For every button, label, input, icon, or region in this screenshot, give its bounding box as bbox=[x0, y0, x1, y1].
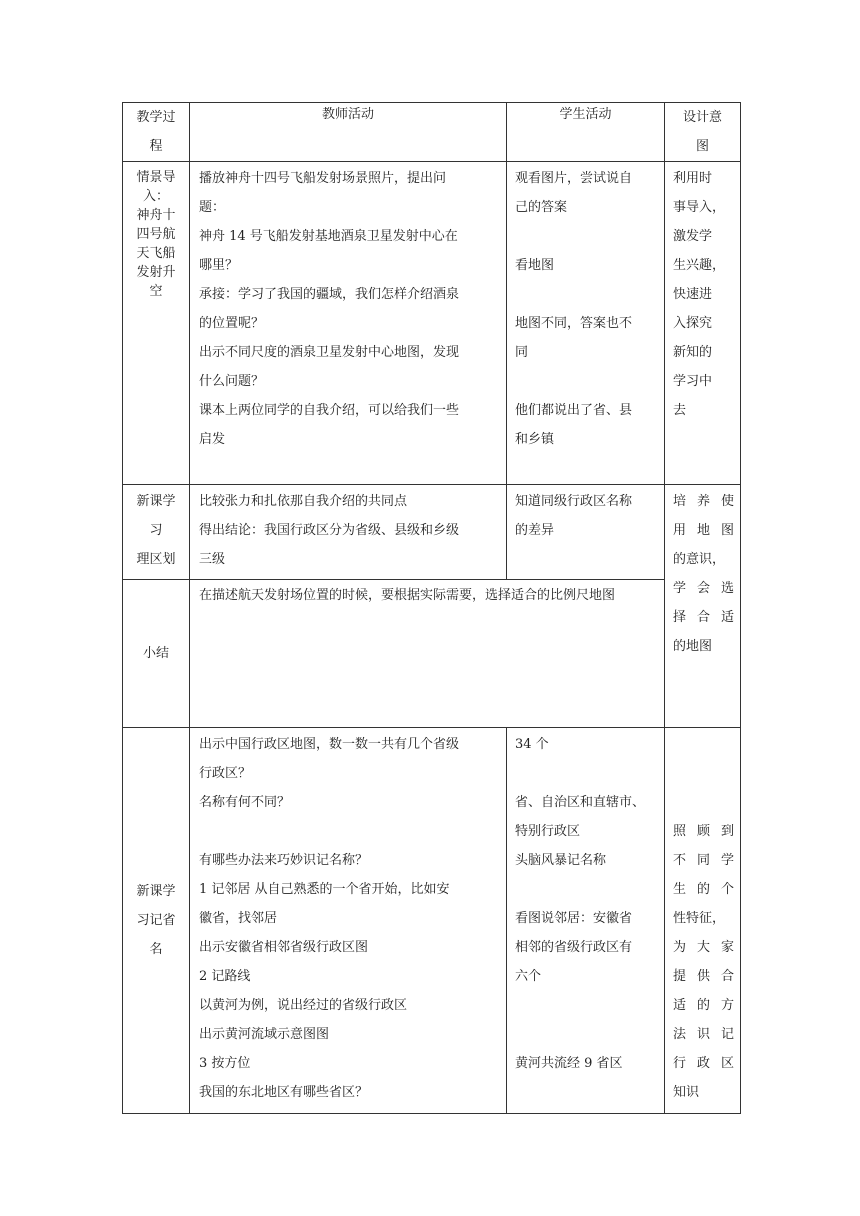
spacer bbox=[515, 759, 658, 788]
spacer bbox=[673, 788, 734, 817]
header-intent-line: 图 bbox=[695, 139, 709, 154]
teacher-activity-scene-intro bbox=[190, 162, 507, 485]
spacer bbox=[515, 367, 658, 396]
spacer bbox=[515, 991, 658, 1020]
intent-line: 知识 bbox=[673, 1085, 700, 1100]
intent-line: 行 政 区 bbox=[673, 1056, 734, 1071]
student-line: 和乡镇 bbox=[515, 432, 555, 447]
header-intent bbox=[665, 103, 741, 162]
student-line: 观看图片，尝试说自 bbox=[515, 171, 633, 186]
student-line: 34 个 bbox=[515, 737, 549, 752]
spacer bbox=[515, 222, 658, 251]
stage-line: 习记省 bbox=[136, 913, 176, 928]
intent-line: 提 供 合 bbox=[673, 969, 734, 984]
intent-line: 适 的 方 bbox=[673, 998, 734, 1013]
intent-line: 的地图 bbox=[673, 639, 713, 654]
student-activity-admin-divisions bbox=[507, 485, 665, 580]
student-line: 己的答案 bbox=[515, 200, 568, 215]
intent-line: 择 合 适 bbox=[673, 610, 734, 625]
stage-line: 新课学 bbox=[136, 884, 176, 899]
teacher-line: 三级 bbox=[199, 552, 226, 567]
teacher-line: 播放神舟十四号飞船发射场景照片，提出问 bbox=[199, 171, 447, 186]
intent-map-skills bbox=[665, 485, 741, 728]
header-student: 学生活动 bbox=[507, 103, 665, 162]
teacher-line: 课本上两位同学的自我介绍，可以给我们一些 bbox=[199, 403, 460, 418]
teacher-line: 3 按方位 bbox=[199, 1056, 251, 1071]
student-line: 省、自治区和直辖市、 bbox=[515, 795, 646, 810]
teacher-activity-admin-divisions bbox=[190, 485, 507, 580]
stage-line: 空 bbox=[149, 284, 163, 299]
intent-line: 入探究 bbox=[673, 316, 713, 331]
intent-line: 利用时 bbox=[673, 171, 713, 186]
row-admin-divisions bbox=[123, 485, 741, 580]
teacher-line: 什么问题？ bbox=[199, 374, 265, 389]
student-activity-scene-intro bbox=[507, 162, 665, 485]
intent-scene-intro bbox=[665, 162, 741, 485]
intent-line: 事导入， bbox=[673, 200, 726, 215]
stage-admin-divisions bbox=[123, 485, 190, 580]
student-line: 头脑风暴记名称 bbox=[515, 853, 607, 868]
intent-line: 生 的 个 bbox=[673, 882, 734, 897]
teacher-line: 2 记路线 bbox=[199, 969, 251, 984]
teacher-line: 徽省，找邻居 bbox=[199, 911, 278, 926]
student-line: 特别行政区 bbox=[515, 824, 581, 839]
stage-province-names bbox=[123, 728, 190, 1114]
student-line: 相邻的省级行政区有 bbox=[515, 940, 633, 955]
intent-province-names bbox=[665, 728, 741, 1114]
stage-line: 习 bbox=[149, 523, 163, 538]
teacher-activity-province-names bbox=[190, 728, 507, 1114]
header-intent-line: 设计意 bbox=[682, 110, 722, 125]
stage-line: 入： bbox=[142, 189, 169, 204]
stage-line: 神舟十 bbox=[136, 208, 176, 223]
student-activity-province-names bbox=[507, 728, 665, 1114]
intent-line: 学 会 选 bbox=[673, 581, 734, 596]
spacer bbox=[515, 1020, 658, 1049]
teacher-line: 行政区？ bbox=[199, 766, 252, 781]
summary-text-cell bbox=[190, 580, 665, 728]
teacher-line: 比较张力和扎依那自我介绍的共同点 bbox=[199, 494, 408, 509]
teacher-line: 出示不同尺度的酒泉卫星发射中心地图，发现 bbox=[199, 345, 460, 360]
spacer bbox=[515, 875, 658, 904]
teacher-line: 神舟 14 号飞船发射基地酒泉卫星发射中心在 bbox=[199, 229, 458, 244]
header-process-line: 教学过 bbox=[136, 110, 176, 125]
stage-line: 四号航 bbox=[136, 227, 176, 242]
stage-scene-intro bbox=[123, 162, 190, 485]
intent-line: 不 同 学 bbox=[673, 853, 734, 868]
student-line: 的差异 bbox=[515, 523, 555, 538]
intent-line: 生兴趣， bbox=[673, 258, 726, 273]
intent-line: 培 养 使 bbox=[673, 494, 734, 509]
stage-summary bbox=[123, 580, 190, 728]
stage-line: 发射升 bbox=[136, 265, 176, 280]
student-line: 看地图 bbox=[515, 258, 555, 273]
teacher-line: 承接：学习了我国的疆域，我们怎样介绍酒泉 bbox=[199, 287, 460, 302]
student-line: 黄河共流经 9 省区 bbox=[515, 1056, 623, 1071]
stage-line: 情景导 bbox=[136, 170, 176, 185]
intent-line: 激发学 bbox=[673, 229, 713, 244]
intent-line: 性特征， bbox=[673, 911, 726, 926]
table-header-row bbox=[123, 103, 741, 162]
intent-line: 照 顾 到 bbox=[673, 824, 734, 839]
teacher-line: 1 记邻居 从自己熟悉的一个省开始，比如安 bbox=[199, 882, 450, 897]
intent-line: 新知的 bbox=[673, 345, 713, 360]
teacher-line: 我国的东北地区有哪些省区？ bbox=[199, 1085, 369, 1100]
teacher-line: 得出结论：我国行政区分为省级、县级和乡级 bbox=[199, 523, 460, 538]
intent-line: 去 bbox=[673, 403, 687, 418]
spacer bbox=[199, 817, 500, 846]
header-process bbox=[123, 103, 190, 162]
student-line: 看图说邻居：安徽省 bbox=[515, 911, 633, 926]
spacer bbox=[515, 280, 658, 309]
intent-line: 用 地 图 bbox=[673, 523, 734, 538]
intent-line: 法 识 记 bbox=[673, 1027, 734, 1042]
teacher-line: 出示中国行政区地图，数一数一共有几个省级 bbox=[199, 737, 460, 752]
student-line: 他们都说出了省、县 bbox=[515, 403, 633, 418]
stage-line: 天飞船 bbox=[136, 246, 176, 261]
teacher-line: 有哪些办法来巧妙识记名称？ bbox=[199, 853, 369, 868]
lesson-plan-table bbox=[122, 102, 741, 1114]
intent-line: 为 大 家 bbox=[673, 940, 734, 955]
intent-line: 快速进 bbox=[673, 287, 713, 302]
stage-line: 理区划 bbox=[136, 552, 176, 567]
teacher-line: 出示安徽省相邻省级行政区图 bbox=[199, 940, 369, 955]
spacer bbox=[673, 759, 734, 788]
teacher-line: 启发 bbox=[199, 432, 226, 447]
teacher-line: 出示黄河流域示意图图 bbox=[199, 1027, 330, 1042]
teacher-line: 题： bbox=[199, 200, 226, 215]
row-province-names bbox=[123, 728, 741, 1114]
student-line: 六个 bbox=[515, 969, 542, 984]
summary-text: 在描述航天发射场位置的时候，要根据实际需要，选择适合的比例尺地图 bbox=[199, 588, 616, 603]
student-line: 地图不同，答案也不 bbox=[515, 316, 633, 331]
row-summary bbox=[123, 580, 741, 728]
teacher-line: 的位置呢？ bbox=[199, 316, 265, 331]
student-line: 知道同级行政区名称 bbox=[515, 494, 633, 509]
header-process-line: 程 bbox=[149, 139, 163, 154]
row-scene-intro bbox=[123, 162, 741, 485]
intent-line: 的意识， bbox=[673, 552, 726, 567]
teacher-line: 以黄河为例，说出经过的省级行政区 bbox=[199, 998, 408, 1013]
header-teacher: 教师活动 bbox=[190, 103, 507, 162]
stage-summary-label: 小结 bbox=[142, 646, 169, 661]
stage-line: 新课学 bbox=[136, 494, 176, 509]
stage-line: 名 bbox=[149, 942, 163, 957]
intent-line: 学习中 bbox=[673, 374, 713, 389]
teacher-line: 名称有何不同？ bbox=[199, 795, 291, 810]
student-line: 同 bbox=[515, 345, 529, 360]
teacher-line: 哪里？ bbox=[199, 258, 239, 273]
spacer bbox=[673, 730, 734, 759]
